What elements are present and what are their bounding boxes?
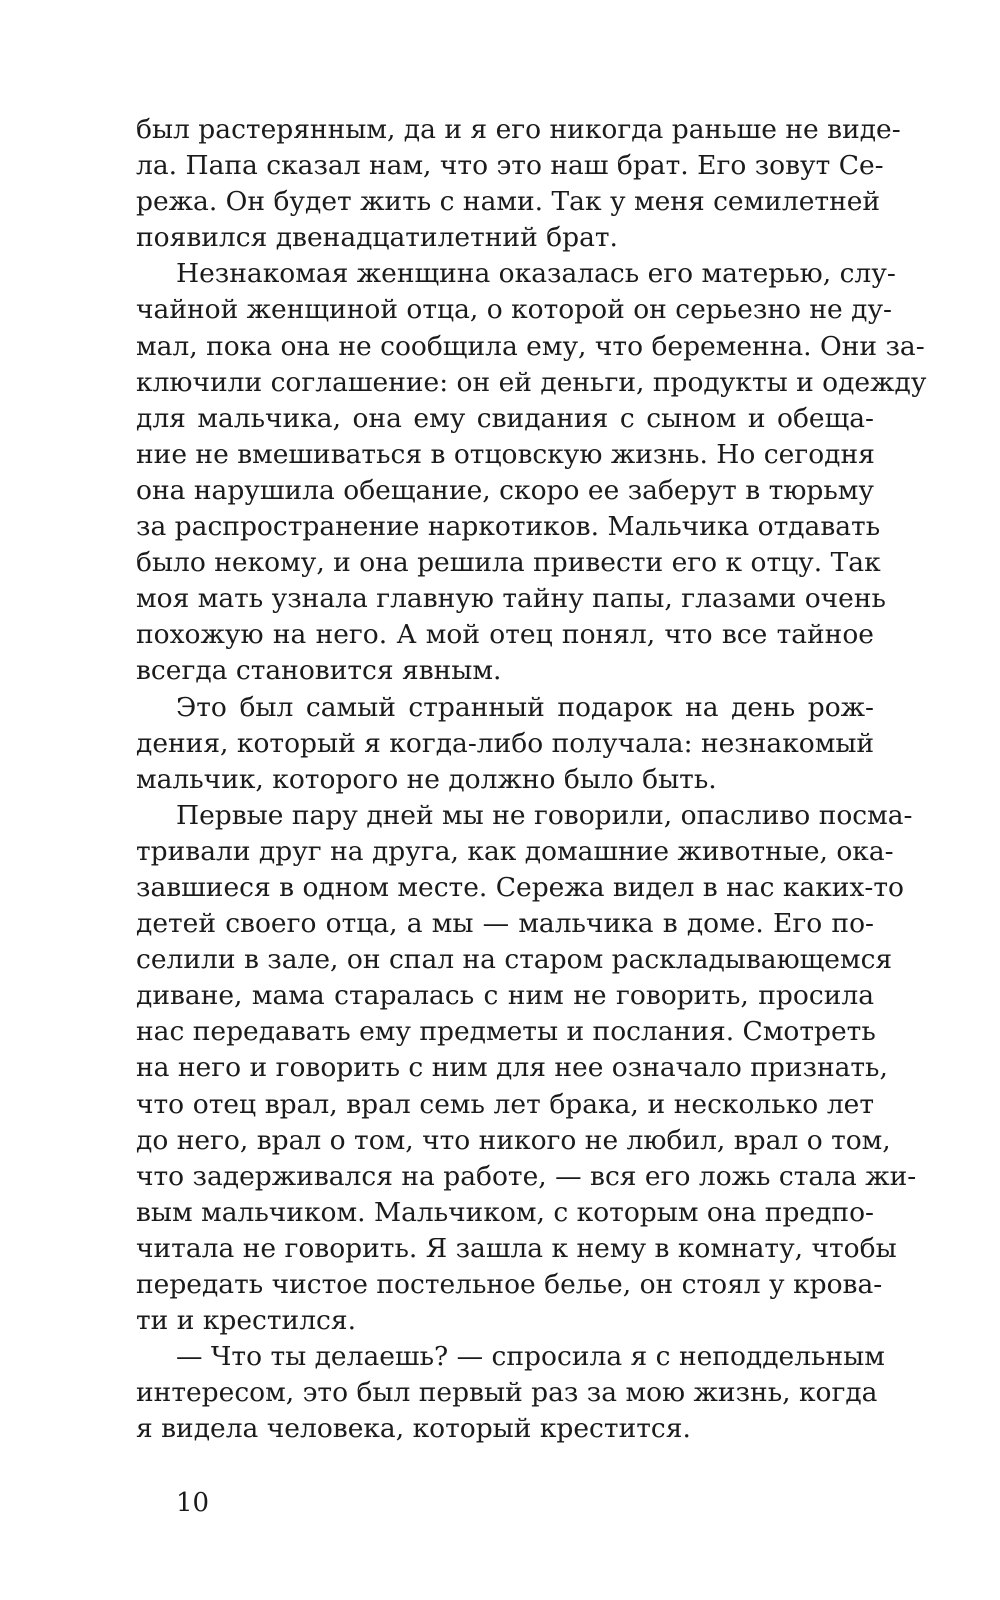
text-line: моя мать узнала главную тайну папы, глазами очень [136, 583, 886, 615]
text-line: — Что ты делаешь? — спросила я с неподдельным [176, 1341, 885, 1373]
text-line: тривали друг на друга, как домашние животные, ока- [136, 835, 894, 867]
text-line: завшиеся в одном месте. Сережа видел в нас каких-то [136, 871, 904, 903]
text-line: мал, пока она не сообщила ему, что беременна. Они за- [136, 330, 925, 362]
text-line: мальчик, которого не должно было быть. [136, 763, 717, 795]
text-line: что задерживался на работе, — вся его ложь стала жи- [136, 1160, 917, 1192]
text-line: было некому, и она решила привести его к отцу. Так [136, 547, 881, 579]
text-line: для мальчика, она ему свидания с сыном и обеща- [136, 402, 874, 434]
text-line: читала не говорить. Я зашла к нему в комнату, чтобы [136, 1232, 897, 1264]
text-line: Это был самый странный подарок на день рож- [176, 691, 874, 723]
text-line: за распространение наркотиков. Мальчика отдавать [136, 511, 881, 543]
page-number: 10 [176, 1488, 210, 1518]
text-line: она нарушила обещание, скоро ее заберут в тюрьму [136, 474, 874, 506]
text-line: диване, мама старалась с ним не говорить, просила [136, 980, 874, 1012]
text-line: ла. Папа сказал нам, что это наш брат. Его зовут Се- [136, 150, 884, 182]
text-line: ние не вмешиваться в отцовскую жизнь. Но сегодня [136, 438, 875, 470]
text-line: был растерянным, да и я его никогда раньше не виде- [136, 114, 901, 145]
paragraph [136, 112, 901, 256]
text-line: появился двенадцатилетний брат. [136, 222, 618, 254]
text-line: до него, врал о том, что никого не любил, врал о том, [136, 1124, 891, 1156]
text-line: передать чистое постельное белье, он стоял у крова- [136, 1269, 883, 1300]
text-line: дения, который я когда-либо получала: незнакомый [136, 727, 875, 759]
text-line: нас передавать ему предметы и послания. Смотреть [136, 1016, 876, 1048]
text-line: похожую на него. А мой отец понял, что все тайное [136, 619, 874, 651]
text-line: чайной женщиной отца, о которой он серьезно не ду- [136, 294, 892, 326]
text-line: ключили соглашение: он ей деньги, продукты и одежду [136, 366, 927, 398]
text-line: что отец врал, врал семь лет брака, и несколько лет [136, 1088, 874, 1120]
text-line: на него и говорить с ним для нее означало признать, [136, 1052, 888, 1084]
text-line: селили в зале, он спал на старом раскладывающемся [136, 944, 893, 976]
text-line: вым мальчиком. Мальчиком, с которым она предпо- [136, 1196, 874, 1228]
page-body [136, 112, 927, 1447]
text-line: Незнакомая женщина оказалась его матерью, слу- [176, 258, 896, 290]
paragraph [136, 690, 874, 798]
text-line: детей своего отца, а мы — мальчика в доме. Его по- [136, 908, 874, 940]
text-line: всегда становится явным. [136, 655, 502, 687]
paragraph [136, 798, 917, 1339]
text-line: я видела человека, который крестится. [136, 1413, 691, 1445]
text-line: интересом, это был первый раз за мою жизнь, когда [136, 1377, 878, 1409]
paragraph [136, 256, 927, 689]
paragraph [136, 1339, 885, 1447]
text-line: Первые пару дней мы не говорили, опасливо посма- [176, 799, 913, 831]
text-line: режа. Он будет жить с нами. Так у меня семилетней [136, 186, 881, 218]
text-line: ти и крестился. [136, 1305, 357, 1337]
